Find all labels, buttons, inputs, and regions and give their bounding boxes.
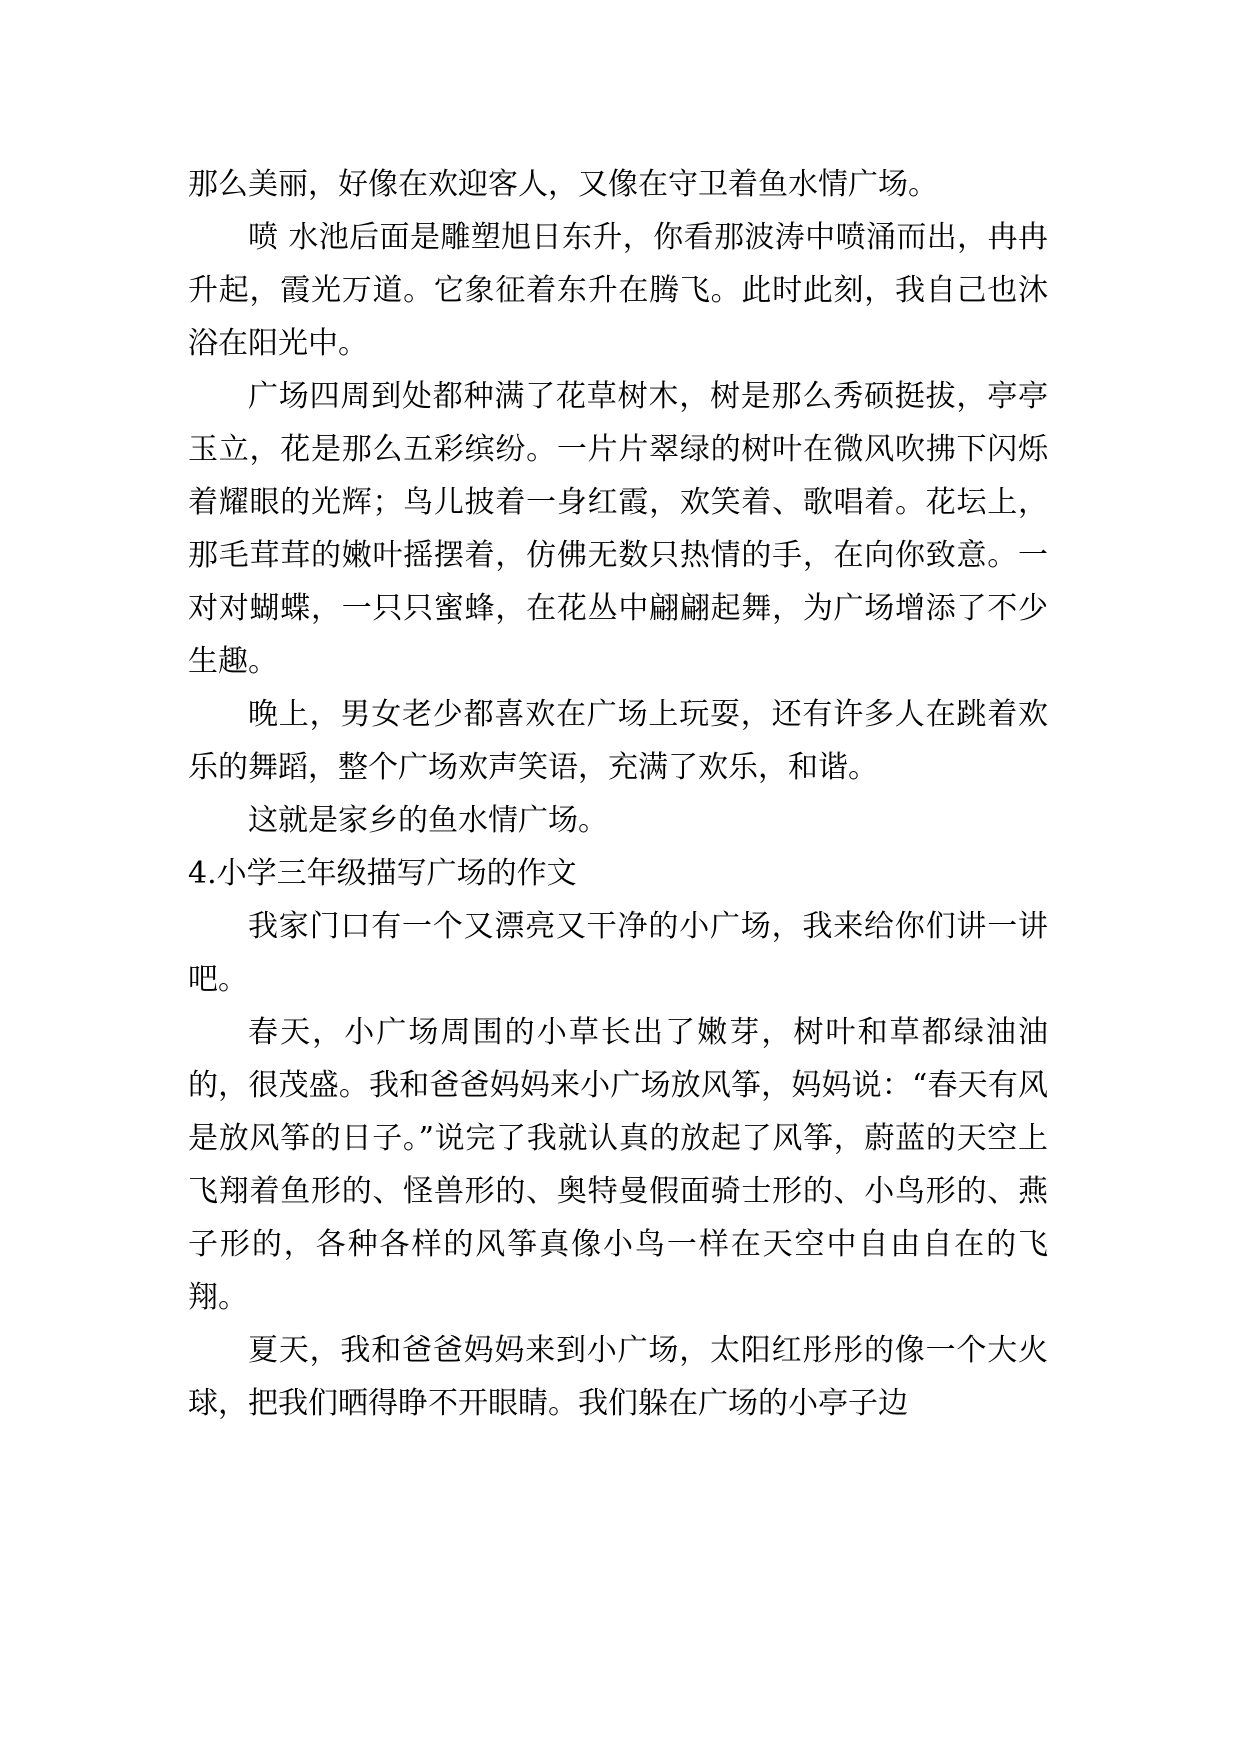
paragraph-fountain-sculpture: 喷 水池后面是雕塑旭日东升，你看那波涛中喷涌而出，冉冉升起，霞光万道。它象征着东升在腾飞。此时此刻，我自己也沐浴在阳光中。 xyxy=(188,220,1048,361)
paragraph-plants: 广场四周到处都种满了花草树木，树是那么秀硕挺拔，亭亭玉立，花是那么五彩缤纷。一片片翠绿的树叶在微风吹拂下闪烁着耀眼的光辉；鸟儿披着一身红霞，欢笑着、歌唱着。花坛上，那毛茸茸的嫩叶摇摆着，仿佛无数只热情的手，在向你致意。一对对蝴蝶，一只只蜜蜂，在花丛中翩翩起舞，为广场增添了不少生趣。 xyxy=(188,379,1048,679)
paragraph-continued: 那么美丽，好像在欢迎客人，又像在守卫着鱼水情广场。 xyxy=(188,167,938,202)
document-body xyxy=(188,158,1048,1430)
paragraph-evening: 晚上，男女老少都喜欢在广场上玩耍，还有许多人在跳着欢乐的舞蹈，整个广场欢声笑语，充满了欢乐，和谐。 xyxy=(188,697,1048,785)
paragraph-intro: 我家门口有一个又漂亮又干净的小广场，我来给你们讲一讲吧。 xyxy=(188,909,1048,997)
paragraph-conclusion: 这就是家乡的鱼水情广场。 xyxy=(248,803,608,838)
section-heading: 4.小学三年级描写广场的作文 xyxy=(188,856,577,891)
paragraph-summer: 夏天，我和爸爸妈妈来到小广场，太阳红彤彤的像一个大火球，把我们晒得睁不开眼睛。我们躲在广场的小亭子边 xyxy=(188,1333,1048,1421)
paragraph-spring: 春天，小广场周围的小草长出了嫩芽，树叶和草都绿油油的，很茂盛。我和爸爸妈妈来小广场放风筝，妈妈说：“春天有风是放风筝的日子。”说完了我就认真的放起了风筝，蔚蓝的天空上飞翔着鱼形的、怪兽形的、奥特曼假面骑士形的、小鸟形的、燕子形的，各种各样的风筝真像小鸟一样在天空中自由自在的飞翔。 xyxy=(188,1015,1048,1315)
